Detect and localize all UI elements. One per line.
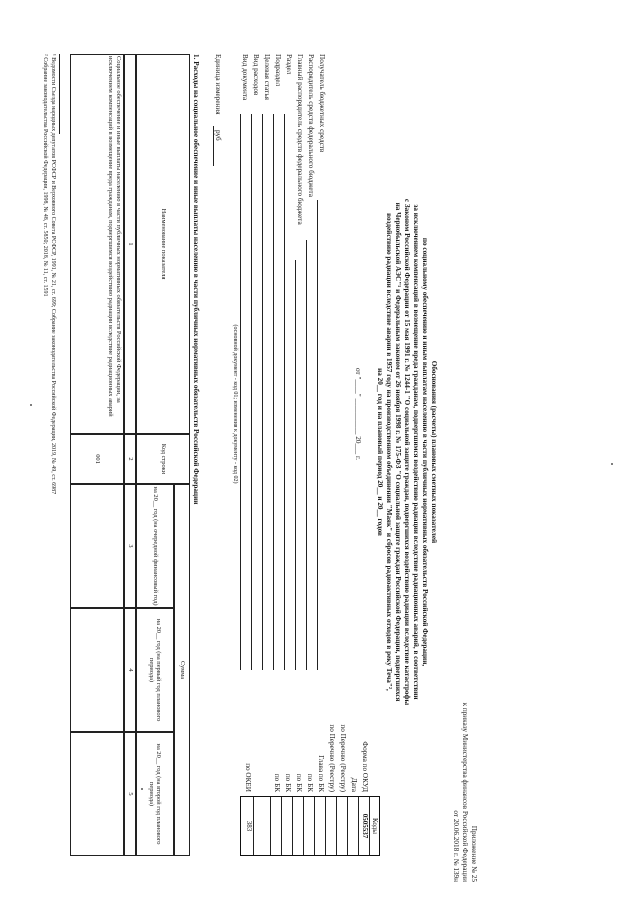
okei-code: 383 bbox=[245, 820, 253, 832]
label-main-manager: Главный распорядитель средств федерального бюджета bbox=[296, 54, 304, 225]
section-fill-line bbox=[284, 114, 285, 670]
footnote-1: ¹ Ведомости Съезда народных депутатов РСФСР и Верховного Совета РСФСР, 1991, № 21, ст. 699; Собрание законодательства Российской Федерации, 2019, № 49, ст. 6987 bbox=[50, 54, 56, 495]
col-year2-header: на 20__ год (на первый год планового периода) bbox=[136, 608, 174, 732]
table-row-year3 bbox=[70, 732, 124, 856]
expense-fill-line bbox=[251, 114, 252, 670]
registry-code-2 bbox=[325, 797, 336, 855]
target-fill-line bbox=[262, 114, 263, 670]
col-sum-header: Сумма bbox=[174, 484, 190, 856]
footnote-2: ² Собрание законодательства Российской Федерации, 1998, № 48, ст. 5850; 2018, № 11, ст. 1591 bbox=[42, 54, 48, 297]
registry-code-1 bbox=[336, 797, 347, 855]
bk-code-4 bbox=[270, 797, 281, 855]
appendix-date: от 20.06.2018 г. № 139н bbox=[452, 810, 460, 882]
col-num-4: 4 bbox=[124, 608, 136, 732]
label-subsection: Подраздел bbox=[274, 54, 282, 87]
title-line-3: за исключением компенсаций в возмещение вреда гражданам, подвергшимся воздействию радиации вследствие радиационных аварий, в соответствии bbox=[412, 204, 420, 700]
empty-code bbox=[253, 797, 270, 855]
label-section: Раздел bbox=[285, 54, 293, 75]
col-num-3: 3 bbox=[124, 484, 136, 608]
table-row-name: Социальное обеспечение и иные выплаты населению в части публичных нормативных обязательств Российской Федерации, за исключением компенсаций в возмещение вреда гражданам, подвергшимся воздействию радиации вследствие радиационных аварий bbox=[70, 54, 124, 434]
date-line: от "____" __________ 20___ г. bbox=[354, 368, 362, 460]
label-bk-1: по БК bbox=[306, 773, 314, 792]
col-year1-header: на 20__ год (на очередной финансовый год) bbox=[136, 484, 174, 608]
title-line-5: на Чернобыльской АЭС"¹ и Федеральным законом от 26 ноября 1998 г. № 175-ФЗ "О социальной защите граждан Российской Федерации, подвергшихся bbox=[394, 202, 402, 702]
unit-value: руб bbox=[214, 130, 222, 141]
label-registry-2: по Перечню (Реестру) bbox=[328, 724, 336, 792]
bk-code-3 bbox=[281, 797, 292, 855]
unit-fill-line bbox=[213, 126, 214, 166]
label-bk-2: по БК bbox=[295, 773, 303, 792]
label-okud: Форма по ОКУД bbox=[361, 741, 369, 792]
doc-type-note: (основной документ - код 01; изменения к документу - код 02) bbox=[232, 324, 238, 484]
codes-box bbox=[240, 796, 380, 856]
table-row-year1 bbox=[70, 484, 124, 608]
subsection-fill-line bbox=[273, 114, 274, 670]
doc-type-fill-line bbox=[240, 114, 241, 670]
col-code-header: Код строки bbox=[136, 434, 190, 484]
appendix-number: Приложение № 25 bbox=[470, 825, 478, 882]
label-recipient: Получатель бюджетных средств bbox=[318, 54, 326, 153]
col-name-header: Наименование показателя bbox=[136, 54, 190, 434]
label-date: Дата bbox=[350, 777, 358, 792]
bk-code-1 bbox=[303, 797, 314, 855]
bk-head-code bbox=[314, 797, 325, 855]
label-unit: Единица измерения bbox=[214, 54, 222, 115]
main-manager-fill-line bbox=[295, 260, 296, 670]
appendix-order: к приказу Министерства финансов Российской Федерации bbox=[461, 702, 469, 882]
title-line-2: по социальному обеспечению и иным выплатам населению в части публичных нормативных обязательств Российской Федерации, bbox=[421, 237, 429, 667]
col-year3-header: на 20__ год (на второй год планового периода) bbox=[136, 732, 174, 856]
section-heading: 1. Расходы на социальное обеспечение и иные выплаты населению в части публичных нормативных обязательств Российской Федерации bbox=[192, 54, 200, 505]
col-num-2: 2 bbox=[124, 434, 136, 484]
title-line-6: воздействию радиации вследствие аварии в 1957 году на производственном объединении "Маяк" и сбросов радиоактивных отходов в реку Теча"², bbox=[385, 213, 393, 691]
table-row-year2 bbox=[70, 608, 124, 732]
label-okei: по ОКЕИ bbox=[244, 763, 252, 792]
title-line-4: с Законом Российской Федерации от 15 мая 1991 г. № 1244-1 "О социальной защите граждан, подвергшихся воздействию радиации вследствие катастрофы bbox=[403, 198, 411, 706]
col-num-5: 5 bbox=[124, 732, 136, 856]
label-bk-head: Глава по БК bbox=[317, 755, 325, 792]
label-bk-4: по БК bbox=[273, 773, 281, 792]
label-expense: Вид расходов bbox=[252, 54, 260, 96]
recipient-fill-line bbox=[317, 200, 318, 670]
okud-code: 0505537 bbox=[358, 797, 369, 855]
label-target: Целевая статья bbox=[263, 54, 271, 100]
scan-speck bbox=[141, 788, 143, 790]
label-bk-3: по БК bbox=[284, 773, 292, 792]
date-code bbox=[347, 797, 358, 855]
label-doc-type: Вид документа bbox=[241, 54, 249, 101]
title-line-7: на 20__ год и на плановый период 20__ и 20__ годов bbox=[376, 368, 384, 536]
table-row-code: 001 bbox=[70, 434, 124, 484]
codes-header: Коды bbox=[369, 797, 379, 855]
scan-speck bbox=[30, 404, 32, 406]
scan-speck bbox=[611, 463, 613, 465]
bk-code-2 bbox=[292, 797, 303, 855]
col-num-1: 1 bbox=[124, 54, 136, 434]
manager-fill-line bbox=[306, 240, 307, 670]
title-line-1: Обоснования (расчеты) плановых сметных показателей bbox=[430, 360, 438, 544]
label-registry-1: по Перечню (Реестру) bbox=[339, 724, 347, 792]
label-manager: Распорядитель средств федерального бюджета bbox=[307, 54, 315, 197]
footnote-separator bbox=[59, 54, 60, 134]
rotated-form bbox=[22, 14, 480, 890]
